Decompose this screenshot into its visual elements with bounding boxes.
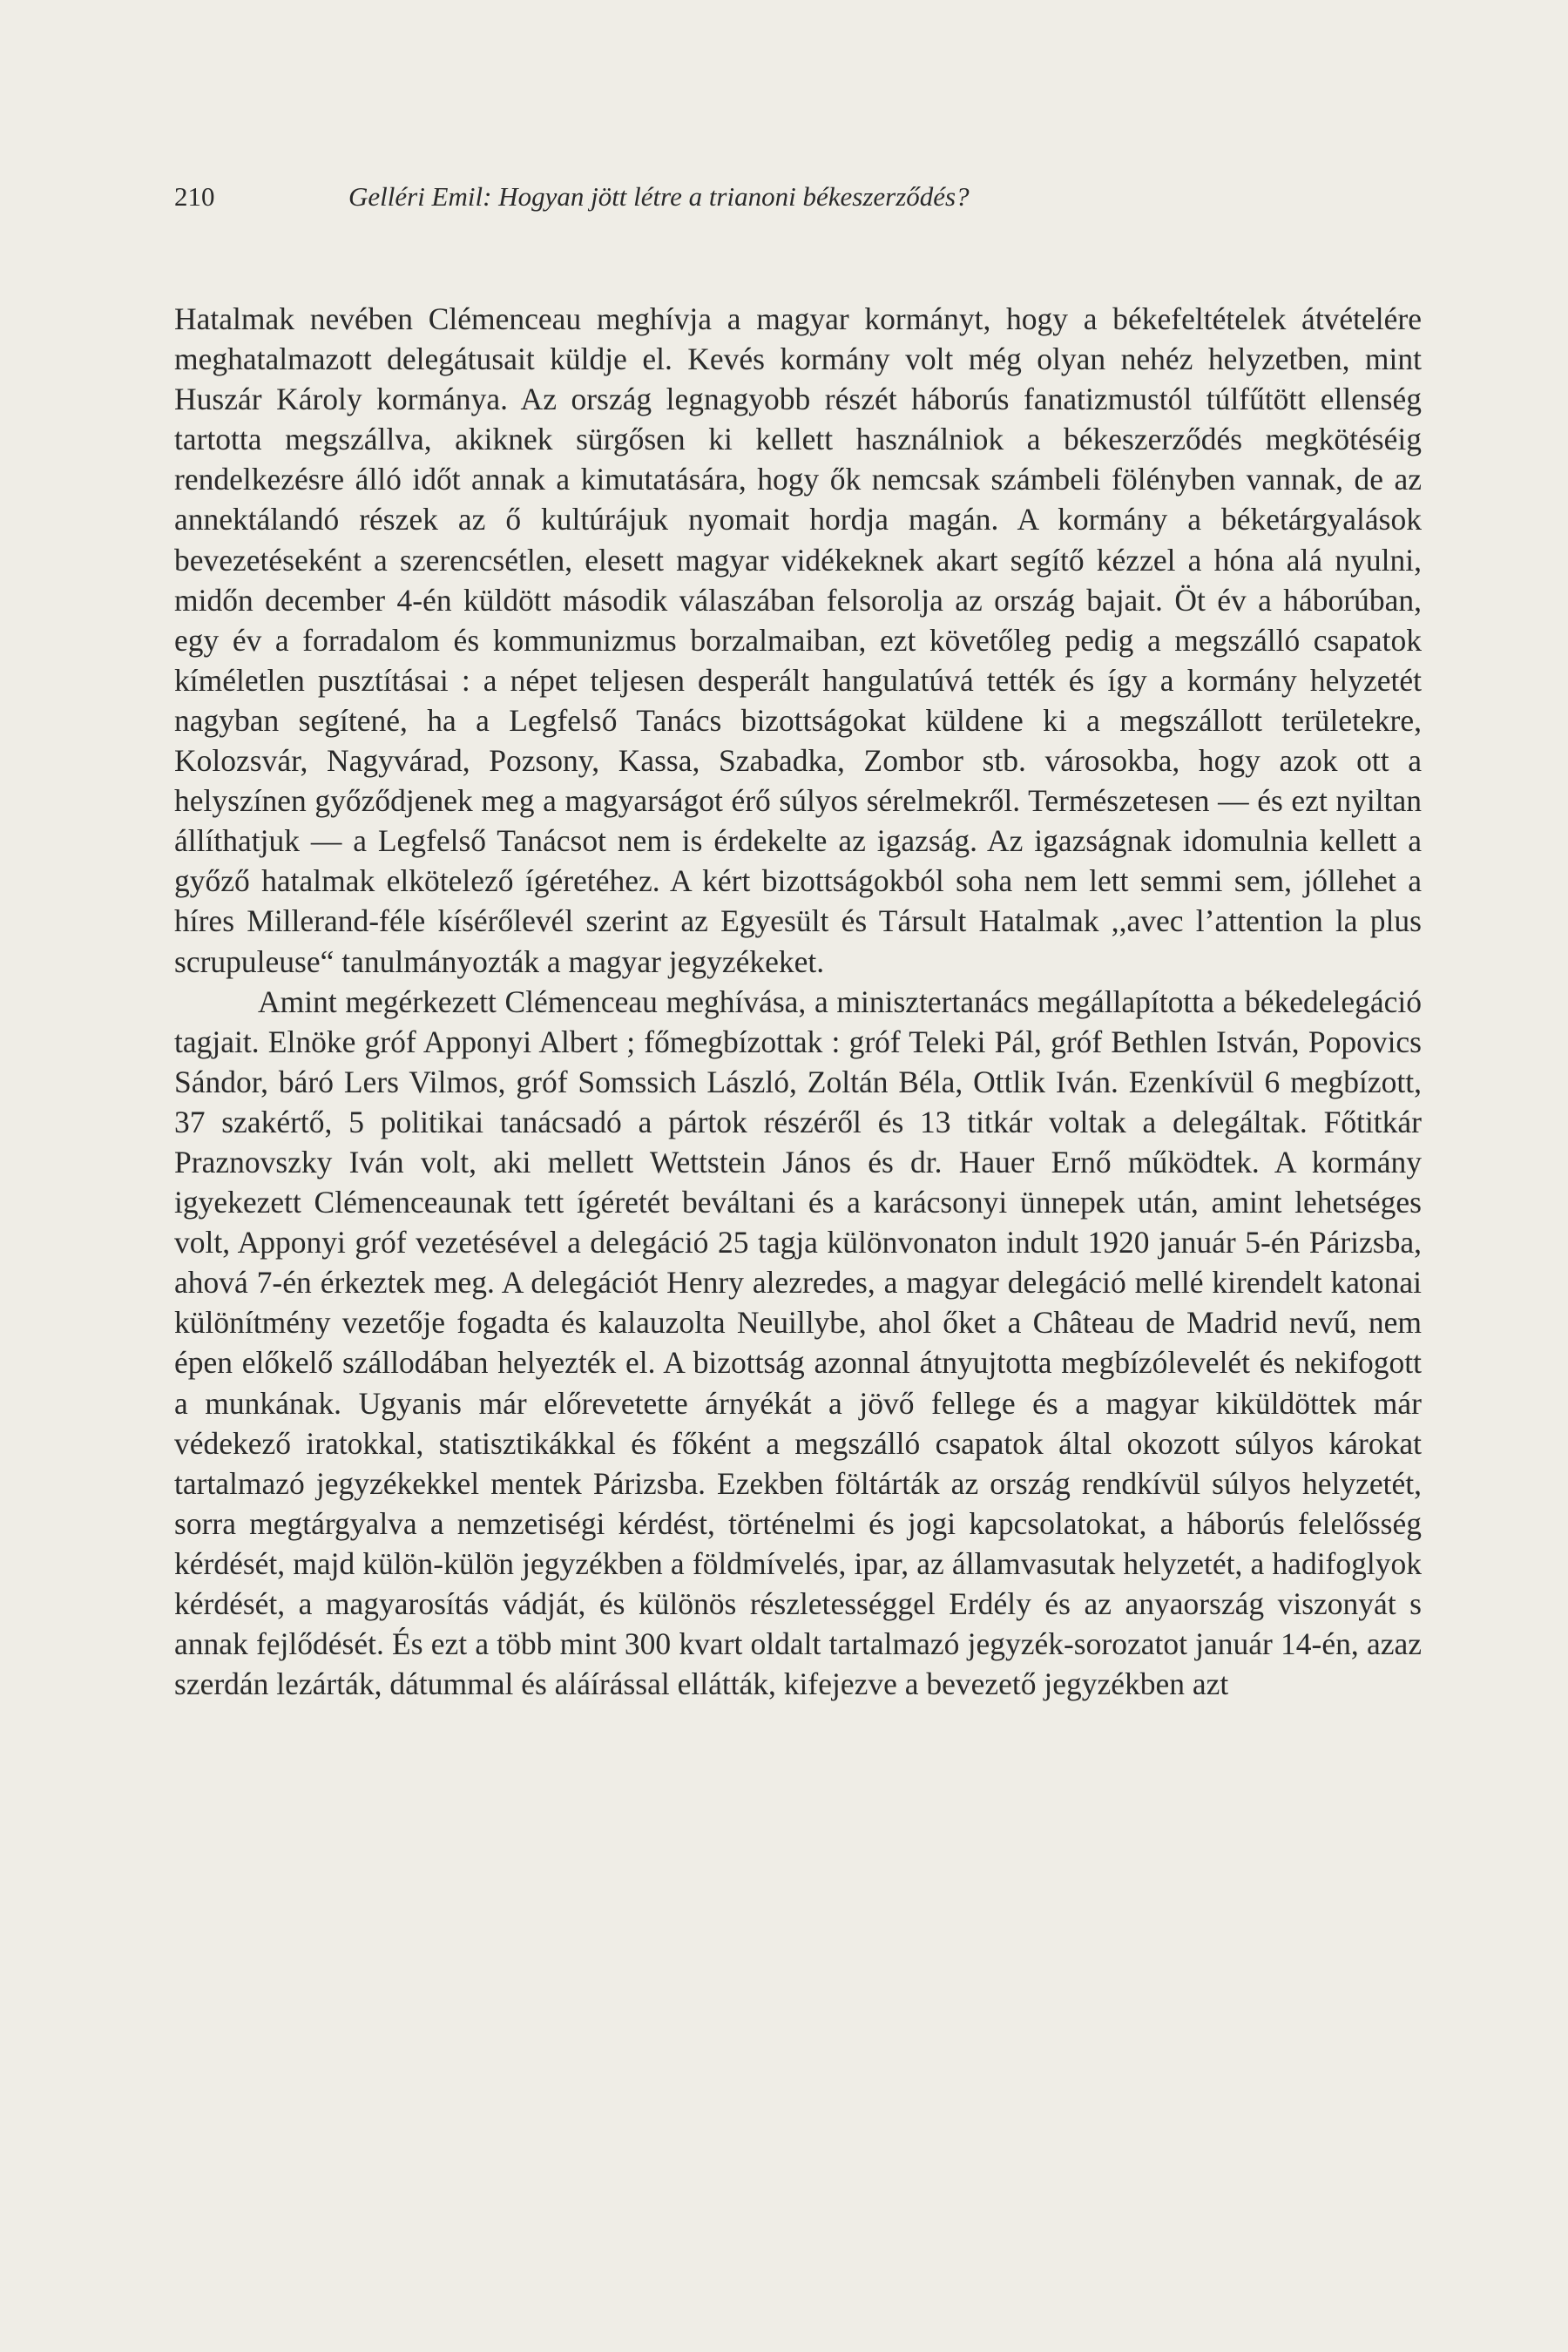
running-head [174, 178, 1420, 216]
body-text [174, 299, 1422, 1704]
page-number: 210 [174, 181, 215, 212]
paragraph-2: Amint megérkezett Clémenceau meghívása, a minisztertanács megállapította a békedelegáció tagjait. Elnöke gróf Apponyi Albert ; főmegbízottak : gróf Teleki Pál, gróf Bethlen István, Popovics Sándor, báró Lers Vilmos, gróf Somssich László, Zoltán Béla, Ottlik Iván. Ezenkívül 6 megbízott, 37 szakértő, 5 politikai tanácsadó a pártok részéről és 13 titkár voltak a delegáltak. Főtitkár Praznovszky Iván volt, aki mellett Wettstein János és dr. Hauer Ernő működtek. A kormány igyekezett Clémenceaunak tett ígéretét beváltani és a karácsonyi ünnepek után, amint lehetséges volt, Apponyi gróf vezetésével a delegáció 25 tagja különvonaton indult 1920 január 5-én Párizsba, ahová 7-én érkeztek meg. A delegációt Henry alezredes, a magyar delegáció mellé kirendelt katonai különítmény vezetője fogadta és kalauzolta Neuillybe, ahol őket a Château de Madrid nevű, nem épen előkelő szállodában helyezték el. A bizottság azonnal átnyujtotta megbízólevelét és nekifogott a munkának. Ugyanis már előrevetette árnyékát a jövő fellege és a magyar kiküldöttek már védekező iratokkal, statisztikákkal és főként a megszálló csapatok által okozott súlyos károkat tartalmazó jegyzékekkel mentek Párizsba. Ezekben föltárták az ország rendkívül súlyos helyzetét, sorra megtárgyalva a nemzetiségi kérdést, történelmi és jogi kapcsolatokat, a háborús felelősség kérdését, majd külön-külön jegyzékben a földmívelés, ipar, az államvasutak helyzetét, a hadifoglyok kérdését, a magyarosítás vádját, és különös részletességgel Erdély és az anyaország viszonyát s annak fejlődését. És ezt a több mint 300 kvart oldalt tartalmazó jegyzék-sorozatot január 14-én, azaz szerdán lezárták, dátummal és aláírással ellátták, kifejezve a bevezető jegyzékben azt [174, 983, 1422, 1702]
running-title: Gelléri Emil: Hogyan jött létre a trianoni békeszerződés? [348, 181, 970, 212]
paragraph-1: Hatalmak nevében Clémenceau meghívja a magyar kormányt, hogy a békefeltételek átvételére meghatalmazott delegátusait küldje el. Kevés kormány volt még olyan nehéz helyzetben, mint Huszár Károly kormánya. Az ország legnagyobb részét háborús fanatizmustól túlfűtött ellenség tartotta megszállva, akiknek sürgősen ki kellett használniok a békeszerződés megkötéséig rendelkezésre álló időt annak a kimutatására, hogy ők nemcsak számbeli fölényben vannak, de az annektálandó részek az ő kultúrájuk nyomait hordja magán. A kormány a béketárgyalások bevezetéseként a szerencsétlen, elesett magyar vidékeknek akart segítő kézzel a hóna alá nyulni, midőn december 4-én küldött második válaszában felsorolja az ország bajait. Öt év a háborúban, egy év a forradalom és kommunizmus borzalmaiban, ezt követőleg pedig a megszálló csapatok kíméletlen pusztításai : a népet teljesen desperált hangulatúvá tették és így a kormány helyzetét nagyban segítené, ha a Legfelső Tanács bizottságokat küldene ki a megszállott területekre, Kolozsvár, Nagyvárad, Pozsony, Kassa, Szabadka, Zombor stb. városokba, hogy azok ott a helyszínen győződjenek meg a magyarságot érő súlyos sérelmekről. Természetesen — és ezt nyiltan állíthatjuk — a Legfelső Tanácsot nem is érdekelte az igazság. Az igazságnak idomulnia kellett a győző hatalmak elkötelező ígéretéhez. A kért bizottságokból soha nem lett semmi sem, jóllehet a híres Millerand-féle kísérőlevél szerint az Egyesült és Társult Hatalmak ,,avec l’attention la plus scrupuleuse“ tanulmányozták a magyar jegyzékeket. [174, 301, 1422, 979]
